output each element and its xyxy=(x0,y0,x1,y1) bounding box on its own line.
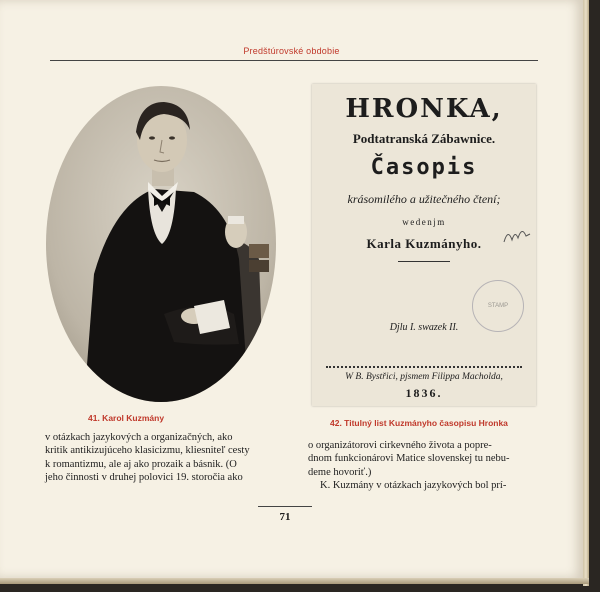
footer-rule xyxy=(258,506,312,507)
text-line: v otázkach jazykových a organizačných, ako xyxy=(45,432,233,443)
portrait-caption: 41. Karol Kuzmány xyxy=(88,413,165,423)
casopis-label: Časopis xyxy=(370,155,478,180)
journal-description: krásomilého a užitečného čtení; xyxy=(347,192,501,206)
page-bottom-edge xyxy=(0,578,589,584)
text-line: K. Kuzmány v otázkach jazykových bol prí- xyxy=(320,480,507,492)
text-line: o organizátorovi cirkevného života a popre- xyxy=(308,440,492,451)
title-page-caption: 42. Titulný list Kuzmányho časopisu Hronka xyxy=(330,418,508,428)
text-line: kritik antikizujúceho klasicizmu, kliesniteľ cesty xyxy=(45,445,250,457)
text-line: jeho činnosti v druhej polovici 19. storočia ako xyxy=(45,472,243,484)
handwritten-signature xyxy=(502,224,532,253)
text-column-right xyxy=(308,439,538,493)
title-page-image xyxy=(312,84,536,406)
journal-title: HRONKA, xyxy=(345,94,503,124)
text-column-left xyxy=(45,431,280,485)
page-number: 71 xyxy=(279,511,291,523)
journal-subtitle: Podtatranská Zábawnice. xyxy=(352,131,496,146)
volume-label: Djlu I. swazek II. xyxy=(389,322,459,333)
text-line: dnom funkcionárovi Matice slovenskej tu nebu- xyxy=(308,453,510,465)
title-page-rule xyxy=(398,261,450,262)
portrait-photo xyxy=(44,84,278,404)
running-head: Predštúrovské obdobie xyxy=(243,46,340,56)
text-line: k romantizmu, ale aj ako prozaik a básnik. (O xyxy=(45,458,237,470)
edited-by-label: wedenjm xyxy=(402,217,446,227)
library-stamp: STAMP xyxy=(472,280,524,332)
text-line: deme hovoriť.) xyxy=(308,466,372,478)
header-rule xyxy=(50,60,538,61)
editor-name: Karla Kuzmányho. xyxy=(366,236,482,251)
dotted-rule xyxy=(326,366,522,368)
publisher-line: W B. Bystřici, pjsmem Filippa Macholda, xyxy=(345,372,503,382)
page-edge xyxy=(583,0,589,586)
portrait-image xyxy=(44,84,278,404)
publication-year: 1836. xyxy=(405,386,443,400)
